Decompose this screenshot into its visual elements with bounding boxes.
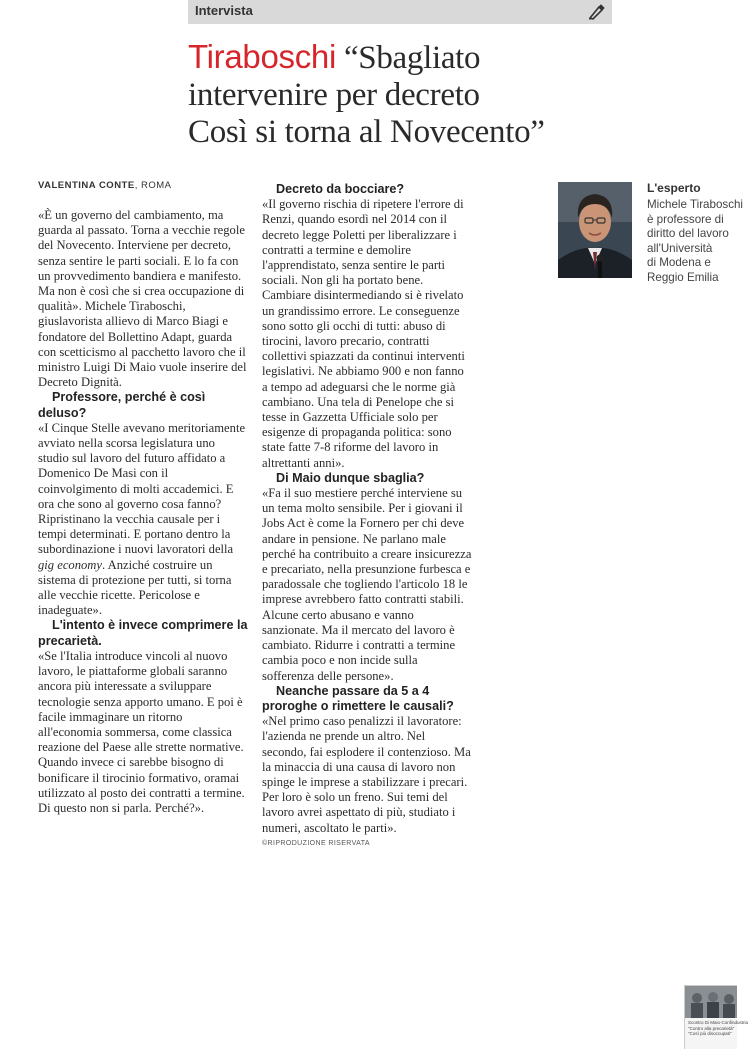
expert-photo: [558, 182, 632, 278]
thumbnail-line: Scontro Di Maio-Confindustria: [688, 1020, 748, 1025]
question-5: Neanche passare da 5 a 4 proroghe o rimettere le causali?: [262, 683, 454, 713]
question-4: Di Maio dunque sbaglia?: [276, 470, 425, 485]
expert-bio: [647, 198, 742, 286]
expert-bio-line: Michele Tiraboschi: [647, 198, 744, 211]
headline-line-1: [188, 38, 628, 77]
answer-3: «Il governo rischia di ripetere l'errore di Renzi, quando esordì nel 2014 con il decreto legge Poletti per liberalizzare i contratti a termine e demolire l'apprendistato, senza sentire le parti sociali. Non gli ha portato bene. Cambiare disintermediando si è rivelato un grandissimo errore. Le conseguenze sono sotto gli occhi di tutti: abuso di tirocini, lavoro precario, contratti collettivi spiazzati da continui interventi legislativi. Ne abbiamo 900 e non fanno a tempo ad adeguarsi che le norme già cambiano. Una tela di Penelope che si tesse in Gazzetta Ufficiale solo per esigenze di propaganda politica: sono state fatte 7-8 riforme del lavoro in altrettanti anni».: [262, 197, 465, 470]
headline-name: Tiraboschi: [188, 38, 336, 75]
pen-icon[interactable]: [586, 2, 606, 22]
headline: [188, 38, 628, 151]
thumbnail-photo: [685, 986, 737, 1018]
byline: [38, 180, 171, 191]
paragraph-intro: «È un governo del cambiamento, ma guarda al passato. Torna a vecchie regole del Novecento. Interviene per decreto, senza sentire le parti sociali. E lo fa con un provvedimento bandiera e manifesto. Ma non è così che si crea occupazione di qualità». Michele Tiraboschi, giuslavorista allievo di Marco Biagi e fondatore del Bollettino Adapt, guarda con scetticismo al pacchetto lavoro che il ministro Luigi Di Maio vuole inserire del Decreto Dignità.: [38, 208, 247, 390]
question-3: Decreto da bocciare?: [276, 182, 405, 196]
byline-author: VALENTINA CONTE: [38, 180, 135, 191]
thumbnail-text: [688, 1020, 748, 1037]
expert-bio-line: Reggio Emilia: [647, 270, 719, 284]
answer-1-emphasis: gig economy: [38, 557, 102, 572]
related-article-thumbnail[interactable]: [684, 985, 748, 1049]
answer-4: «Fa il suo mestiere perché interviene su un tema molto sensibile. Per i giovani il Jobs Act è come la Fornero per chi deve andare in pensione. Ne parlano male perché ha contribuito a creare insicurezza e precariato, nella presunzione furbesca e paradossale che togliendo l'articolo 18 le imprese avrebbero fatto contratti stabili. Alcune certo abusano e vanno sanzionate. Ma il mercato del lavoro è cambiato. Ridurre i contratti a termine cambia poco e non incide sulla sofferenza delle persone».: [262, 486, 472, 683]
article-column-2: [262, 182, 472, 851]
expert-bio-line: è professore di: [647, 212, 724, 226]
section-bar: [188, 0, 612, 24]
headline-line-2: intervenire per decreto: [188, 77, 480, 113]
copyright-notice: ©RIPRODUZIONE RISERVATA: [262, 839, 370, 847]
answer-1: [38, 421, 248, 619]
expert-bio-line: all'Università: [647, 241, 713, 255]
answer-5: «Nel primo caso penalizzi il lavoratore: l'azienda ne prende un altro. Nel secondo, fai esplodere il contenzioso. Ma la minaccia di una causa di lavoro non spinge le imprese a stabilizzare i precari. Per loro è solo un freno. Sui temi del lavoro avrei aspettato di più, studiato i numeri, ascoltato le parti».: [262, 714, 471, 835]
expert-title: L'esperto: [647, 181, 701, 195]
article-column-1: [38, 208, 248, 816]
question-2: L'intento è invece comprimere la precarietà.: [38, 618, 248, 648]
headline-line-3: Così si torna al Novecento”: [188, 114, 545, 150]
section-label: Intervista: [195, 3, 253, 18]
byline-location: , ROMA: [134, 180, 172, 191]
question-1: Professore, perché è così deluso?: [38, 390, 206, 420]
expert-bio-line: di Modena e: [647, 256, 711, 270]
answer-1-part-b: . Anziché costruire un sistema di protezione per tutti, si torna alle vecchie ricette. Pericolose e inadeguate».: [38, 557, 232, 618]
answer-1-part-a: «I Cinque Stelle avevano meritoriamente avviato nella scorsa legislatura uno studio sul lavoro del futuro affidato a Domenico De Masi con il coinvolgimento di molti accademici. E ora che sono al governo cosa fanno? Ripristinano la vecchia causale per i tempi determinati. E portano dentro la subordinazione i nuovi lavoratori della: [38, 420, 246, 557]
thumbnail-line: "Così più disoccupati": [688, 1031, 732, 1036]
expert-bio-line: diritto del lavoro: [647, 227, 729, 241]
headline-line-1-rest: “Sbagliato: [336, 40, 481, 76]
answer-2: «Se l'Italia introduce vincoli al nuovo lavoro, le piattaforme globali saranno ancora più interessate a sviluppare tecnologie senza apporto umano. E poi è facile immaginare un ritorno all'economia sommersa, come classica reazione del Paese alle strette normative. Quando invece ci sarebbe bisogno di bonificare il tirocinio formativo, oramai utilizzato al posto dei contratti a termine. Di questo non si parla. Perché?».: [38, 648, 245, 815]
thumbnail-line: "Contro alla precarietà": [688, 1025, 735, 1031]
